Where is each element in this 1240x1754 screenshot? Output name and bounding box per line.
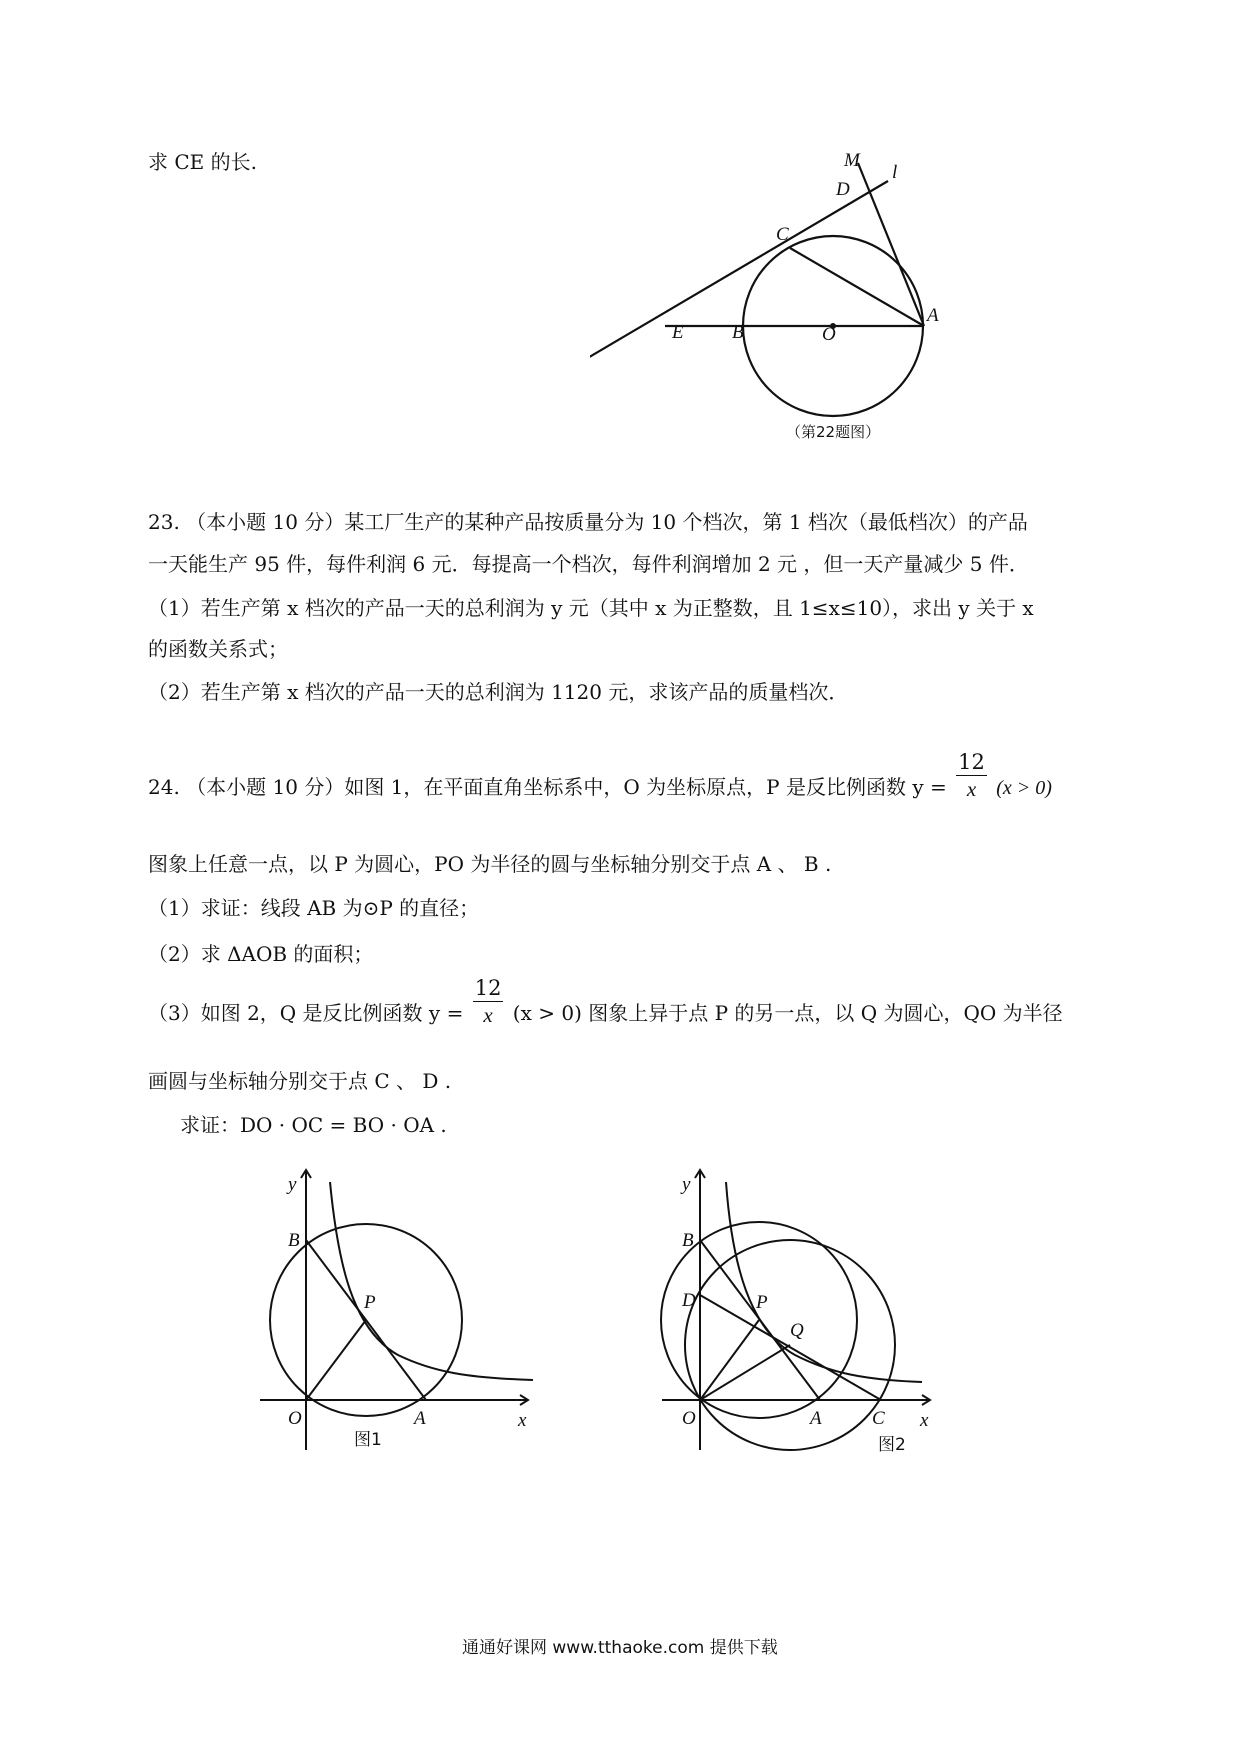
fig2-label-O: O — [682, 1408, 696, 1429]
q24-prove: 求证：DO · OC = BO · OA . — [180, 1113, 447, 1137]
q22-label-C: C — [776, 224, 789, 245]
fig1-label-P: P — [364, 1292, 376, 1313]
fig1-label-y: y — [288, 1174, 297, 1195]
q24-fraction-1-denominator: x — [966, 776, 977, 801]
fig2-label-A: A — [810, 1408, 822, 1429]
fig1-caption: 图1 — [354, 1430, 382, 1450]
fig2-label-P: P — [756, 1292, 768, 1313]
q22-line-CA — [790, 248, 924, 326]
q22-label-B: B — [732, 322, 744, 343]
q24-part2: （2）求 ΔAOB 的面积； — [148, 942, 374, 966]
q22-label-O: O — [822, 324, 836, 345]
fig1-label-A: A — [414, 1408, 426, 1429]
q22-tail-text: 求 CE 的长. — [148, 150, 257, 174]
fig2-label-C: C — [872, 1408, 885, 1429]
q23-part2: （2）若生产第 x 档次的产品一天的总利润为 1120 元，求该产品的质量档次． — [148, 680, 849, 704]
q24-fraction-2-denominator: x — [483, 1002, 493, 1027]
q24-fraction-2 — [473, 975, 504, 1027]
q22-label-E: E — [672, 322, 684, 343]
fig2-label-Q: Q — [790, 1320, 804, 1341]
q22-label-l: l — [892, 162, 898, 183]
q22-label-A: A — [927, 305, 939, 326]
q24-fraction-2-numerator: 12 — [474, 975, 502, 1000]
q23-line2: 一天能生产 95 件，每件利润 6 元．每提高一个档次，每件利润增加 2 元 ，但一天产量减少 5 件． — [148, 552, 1029, 576]
q24-part3-text-b: (x > 0) 图象上异于点 P 的另一点，以 Q 为圆心，QO 为半径 — [512, 1001, 1063, 1025]
fig2-line-OQ — [700, 1345, 790, 1400]
fig2-label-D: D — [682, 1290, 696, 1311]
fig1-label-x: x — [518, 1410, 527, 1431]
fig2-line-OP — [700, 1320, 759, 1400]
q22-figure-caption: （第22题图） — [786, 423, 881, 441]
fig2-hyperbola — [726, 1182, 922, 1382]
q24-figure-2 — [660, 1160, 950, 1460]
q22-label-D: D — [836, 179, 850, 200]
q24-condition-1: (x > 0) — [996, 777, 1052, 799]
q24-fraction-1 — [956, 749, 987, 801]
fig1-line-OP — [306, 1320, 366, 1400]
q24-line1-text: 24. （本小题 10 分）如图 1，在平面直角坐标系中，O 为坐标原点，P 是反比例函数 y = — [148, 775, 947, 799]
q23-part1-line2: 的函数关系式； — [148, 637, 288, 661]
page-footer: 通通好课网 www.tthaoke.com 提供下载 — [462, 1638, 778, 1658]
q24-part3-text-a: （3）如图 2，Q 是反比例函数 y = — [148, 1001, 464, 1025]
fig1-hyperbola — [330, 1182, 533, 1380]
fig1-label-O: O — [288, 1408, 302, 1429]
q23-line1: 23. （本小题 10 分）某工厂生产的某种产品按质量分为 10 个档次，第 1 档次（最低档次）的产品 — [148, 510, 1028, 534]
q22-figure — [590, 148, 950, 458]
q24-fraction-1-numerator: 12 — [958, 749, 985, 774]
q24-part1: （1）求证：线段 AB 为⊙P 的直径； — [148, 896, 480, 920]
q24-part3-line2: 画圆与坐标轴分别交于点 C 、 D . — [148, 1069, 452, 1093]
q22-line-MA — [858, 163, 924, 326]
q24-figure-1 — [258, 1160, 548, 1460]
q23-part1-line1: （1）若生产第 x 档次的产品一天的总利润为 y 元（其中 x 为正整数，且 1≤x≤10），求出 y 关于 x — [148, 596, 1034, 620]
q24-part3-line1 — [148, 975, 1063, 1027]
fig2-label-B: B — [682, 1230, 694, 1251]
q24-line2: 图象上任意一点，以 P 为圆心，PO 为半径的圆与坐标轴分别交于点 A 、 B . — [148, 852, 832, 876]
fig2-caption: 图2 — [878, 1435, 906, 1455]
fig2-label-x: x — [920, 1410, 929, 1431]
q22-label-M: M — [844, 150, 860, 171]
fig1-label-B: B — [288, 1230, 300, 1251]
fig2-label-y: y — [682, 1174, 691, 1195]
q24-line1 — [148, 749, 1052, 801]
